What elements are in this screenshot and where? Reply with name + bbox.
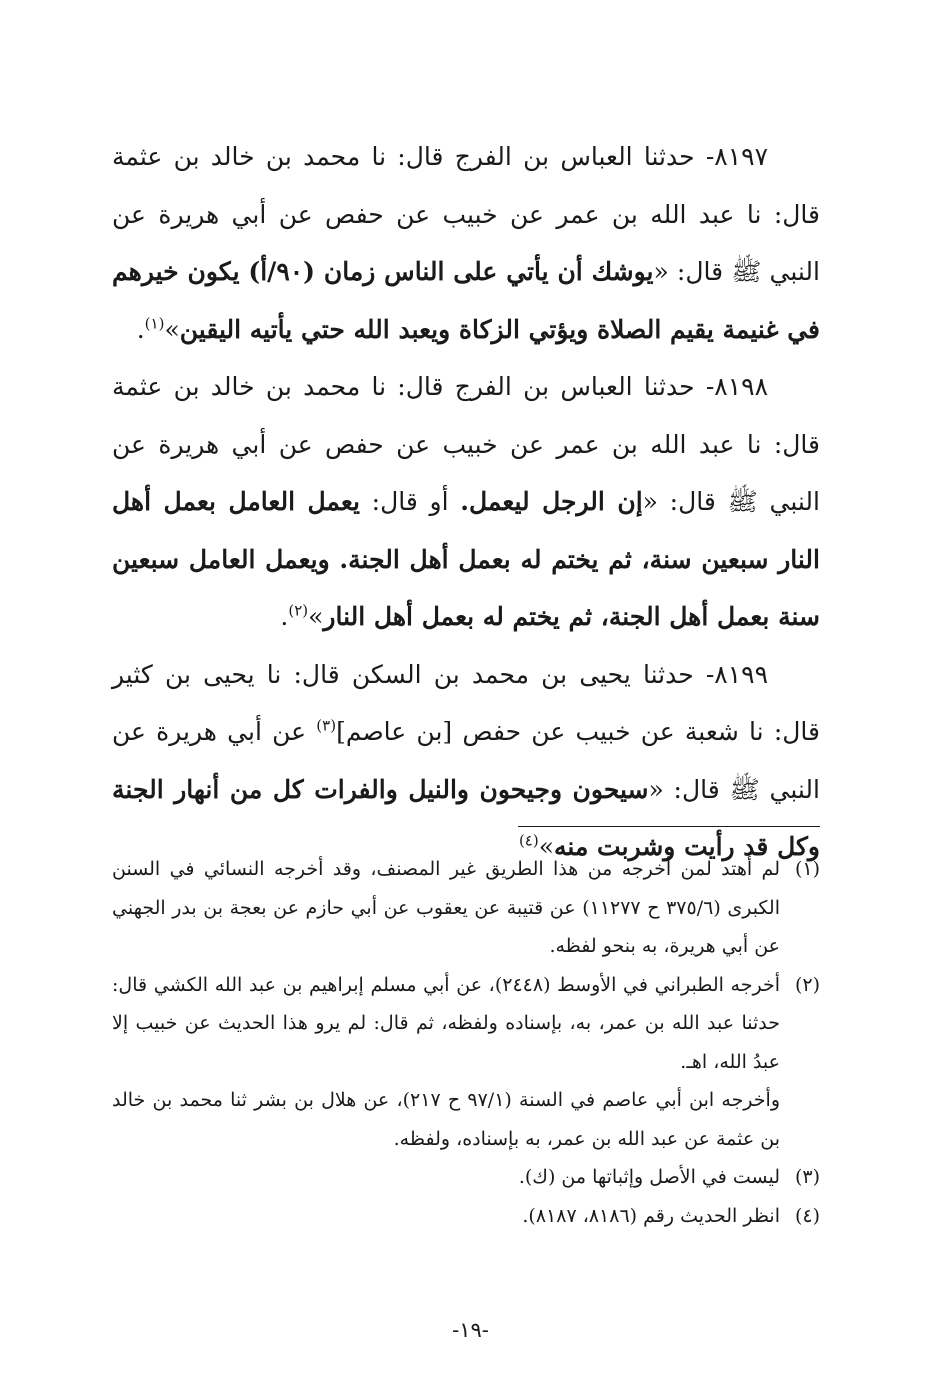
- hadith-matn-part2: يعمل العامل بعمل أهل النار سبعين سنة، ثم يختم له بعمل أهل الجنة. ويعمل العامل سبعين سنة بعمل أهل الجنة، ثم يختم له بعمل أهل النار: [112, 487, 820, 631]
- hadith-isnad-part1: - حدثنا يحيى بن محمد بن السكن قال: نا يحيى بن كثير قال: نا شعبة عن خبيب عن حفص [بن عاصم]: [112, 659, 820, 746]
- footnote-3: [112, 1158, 820, 1197]
- hadith-text: [112, 128, 820, 876]
- footnote-number: (١): [794, 858, 820, 880]
- period: .: [136, 314, 145, 344]
- footnote-ref[interactable]: (٣): [316, 716, 337, 735]
- footnote-ref[interactable]: (٢): [288, 601, 309, 620]
- footnote-separator: [518, 826, 820, 827]
- quote-close: »: [308, 602, 324, 631]
- footnotes: [112, 850, 820, 1235]
- footnote-text: ليست في الأصل وإثباتها من (ك).: [518, 1166, 780, 1188]
- footnote-ref[interactable]: (٤): [518, 831, 539, 850]
- footnote-2: [112, 966, 820, 1082]
- footnote-1: [112, 850, 820, 966]
- hadith-number: ٨١٩٧: [714, 142, 768, 171]
- hadith-8197: [112, 128, 820, 358]
- hadith-number: ٨١٩٨: [714, 372, 768, 401]
- quote-close: »: [538, 832, 555, 861]
- footnote-text: أخرجه الطبراني في الأوسط (٢٤٤٨)، عن أبي مسلم إبراهيم بن عبد الله الكشي قال: حدثنا عبد الله بن عمر، به، بإسناده ولفظه، ثم قال: لم يرو هذا الحديث عن خبيب إلا عبدُ الله، اهـ.: [112, 973, 780, 1073]
- footnote-number: (٤): [794, 1204, 820, 1227]
- footnote-number: (٣): [794, 1166, 820, 1188]
- footnote-ref[interactable]: (١): [144, 314, 165, 333]
- hadith-isnad-part2: عن أبي هريرة عن النبي ﷺ قال: «: [112, 717, 820, 804]
- hadith-8199: [112, 646, 820, 876]
- hadith-isnad: - حدثنا العباس بن الفرج قال: نا محمد بن خالد بن عثمة قال: نا عبد الله بن عمر عن خبيب عن حفص عن أبي هريرة عن النبي ﷺ قال: «: [112, 372, 820, 516]
- footnote-text: انظر الحديث رقم (٨١٨٦، ٨١٨٧).: [522, 1204, 780, 1227]
- hadith-8198: [112, 358, 820, 646]
- quote-close: »: [164, 314, 180, 344]
- footnote-text: وأخرجه ابن أبي عاصم في السنة (٩٧/١ ح ٢١٧)، عن هلال بن بشر ثنا محمد بن خالد بن عثمة عن عبد الله بن عمر، به بإسناده، ولفظه.: [112, 1089, 780, 1150]
- hadith-matn: سيحون وجيحون والنيل والفرات كل من أنهار الجنة وكل قد رأيت وشربت منه: [112, 774, 820, 861]
- footnote-2-continuation: [112, 1081, 820, 1158]
- footnote-text: لم أهتد لمن أخرجه من هذا الطريق غير المصنف، وقد أخرجه النسائي في السنن الكبرى (٣٧٥/٦ ح ١١٢٧٧) عن قتيبة عن يعقوب عن أبي حازم عن بعجة بن بدر الجهني عن أبي هريرة، به بنحو لفظه.: [112, 858, 780, 957]
- page-number: -١٩-: [452, 1318, 489, 1342]
- hadith-number: ٨١٩٩: [714, 659, 768, 689]
- footnote-4: [112, 1197, 820, 1236]
- hadith-isnad: - حدثنا العباس بن الفرج قال: نا محمد بن خالد بن عثمة قال: نا عبد الله بن عمر عن خبيب عن حفص عن أبي هريرة عن النبي ﷺ قال: «: [112, 142, 820, 286]
- hadith-middle: أو قال:: [359, 487, 461, 516]
- period: .: [280, 602, 289, 631]
- footnote-number: (٢): [794, 973, 820, 996]
- hadith-matn: يوشك أن يأتي على الناس زمان (٩٠/أ) يكون خيرهم في غنيمة يقيم الصلاة ويؤتي الزكاة ويعبد الله حتي يأتيه اليقين: [112, 257, 820, 344]
- hadith-matn-part1: إن الرجل ليعمل.: [460, 487, 643, 516]
